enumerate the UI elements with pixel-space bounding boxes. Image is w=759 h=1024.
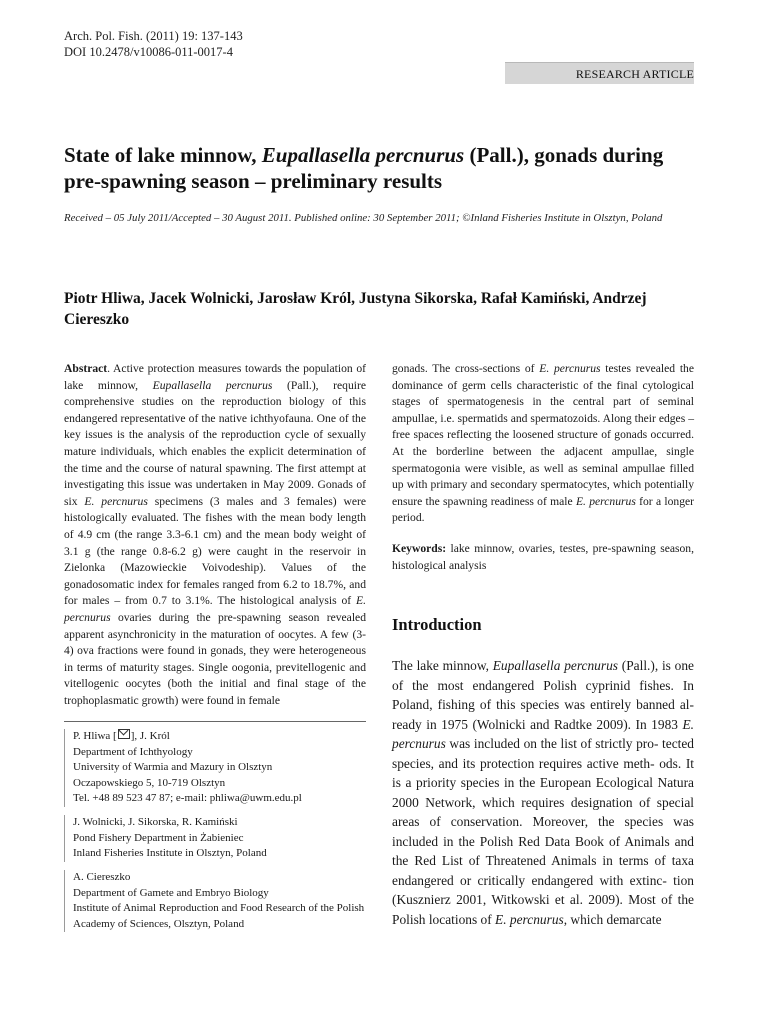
species-name: E. percnurus (495, 911, 564, 927)
keywords-text: lake minnow, ovaries, testes, pre-spawning season, histological analysis (392, 542, 694, 572)
section-heading-introduction: Introduction (392, 615, 482, 634)
title-species: Eupallasella percnurus (261, 143, 465, 167)
abstract-text: gonads. The cross-sections of (392, 362, 540, 375)
species-name: E. percnurus (84, 494, 148, 508)
body-text: , which demarcate (563, 911, 662, 927)
keywords-label: Keywords: (392, 542, 447, 555)
affiliation-line (73, 729, 373, 745)
keywords (392, 541, 694, 574)
body-text: The lake minnow, (392, 658, 493, 673)
affiliation-contact: Tel. +48 89 523 47 87; e-mail: phliwa@uwm.edu.pl (73, 792, 302, 805)
species-name: E. percnurus (539, 362, 601, 375)
abstract-text: testes revealed the dominance of germ cells characteristic of the final cytological stages of spermatogenesis in the central part of seminal ampullae, i.e. spermatids and spermatozoids. Along their edges – free spaces reflecting the loosened structure of gonads occurred. At the borderline between the adjacent ampullae, single spermatogonia were visible, as well as seminal ampullae filled up with primary and secondary spermatocytes, which potentially ensure the spawning readiness of male (392, 362, 694, 508)
affiliation-line: Academy of Sciences, Olsztyn, Poland (73, 917, 245, 930)
affiliation-line: A. Ciereszko (73, 871, 131, 883)
article-type-banner (505, 62, 694, 84)
affiliation-author: ], J. Król (130, 730, 170, 742)
species-name: E. percnurus (64, 594, 366, 624)
abstract-text: for a longer period. (392, 494, 695, 525)
abstract-left-column (64, 361, 366, 709)
affiliation-line: Pond Fishery Department in Żabieniec (73, 831, 244, 844)
affiliation-block (64, 815, 373, 862)
article-type-label: RESEARCH ARTICLE (575, 67, 694, 81)
abstract-text: ovaries during the pre-spawning season revealed apparent asynchronicity in the maturation of oocytes. A few (3-4) ova fractions were found in gonads, they were heterogeneous in terms of maturity stages. Single oogonia, previtellogenic and vitellogenic oocytes (both the initial and final stage of the trophoplasmatic growth) were found in female (64, 610, 366, 707)
affiliation-author: P. Hliwa [ (73, 730, 117, 742)
species-name: E. percnurus (575, 494, 636, 508)
doi: DOI 10.2478/v10086-011-0017-4 (64, 44, 233, 59)
footnote-divider (64, 721, 366, 722)
title-part: (Pall.), gonads during pre-spawning season – preliminary results (64, 143, 664, 193)
species-name: E. percnurus (392, 716, 694, 751)
body-text: (Pall.), is one of the most endangered Polish cyprinid fishes. In Poland, fishing of this species was entirely banned al- ready in 1975 (Wolnicki and Radtke 2009). In 1983 (392, 658, 694, 732)
affiliation-block (64, 729, 373, 807)
affiliation-line: Department of Ichthyology (73, 745, 193, 758)
mail-icon (118, 729, 130, 739)
abstract-right-column (392, 361, 694, 527)
author-list: Piotr Hliwa, Jacek Wolnicki, Jarosław Król, Justyna Sikorska, Rafał Kamiński, Andrzej Ciereszko (64, 290, 647, 328)
affiliation-line: J. Wolnicki, J. Sikorska, R. Kamiński (73, 816, 238, 828)
affiliation-line: Inland Fisheries Institute in Olsztyn, Poland (73, 847, 267, 860)
journal-info (64, 29, 243, 60)
affiliation-line: Oczapowskiego 5, 10-719 Olsztyn (73, 776, 226, 789)
affiliation-line: Department of Gamete and Embryo Biology (73, 886, 269, 899)
species-name: Eupallasella percnurus (152, 378, 273, 392)
affiliation-block (64, 870, 373, 932)
article-title (64, 142, 704, 194)
received-dates: Received – 05 July 2011/Accepted – 30 August 2011. Published online: 30 September 2011; ©Inland Fisheries Institute in Olsztyn, Poland (64, 212, 663, 224)
title-part: State of lake minnow, (64, 143, 262, 167)
species-name: Eupallasella percnurus (492, 658, 618, 673)
affiliation-line: University of Warmia and Mazury in Olsztyn (73, 761, 273, 774)
affiliation-line: Institute of Animal Reproduction and Food Research of the Polish (73, 902, 365, 915)
abstract-label: Abstract (64, 362, 108, 375)
introduction-paragraph (392, 656, 694, 929)
abstract-text: . Active protection measures towards the population of lake minnow, (64, 362, 366, 392)
abstract-text: (Pall.), require comprehensive studies on the reproduction biology of this endangered representative of the native ichthyofauna. One of the key issues is the analysis of the reproduction cycle of sexually mature individuals, which enables the explicit determination of the time and the course of natural spawning. The first attempt at investigating this issue was undertaken in May 2009. Gonads of six (64, 378, 366, 508)
abstract-text: specimens (3 males and 3 females) were histologically evaluated. The fishes with the mean body length of 4.9 cm (the range 3.3-6.1 cm) and the mean body weight of 3.1 g (the range 0.8-6.2 g) were caught in the reservoir in Zielonka (Mazowieckie Voivodeship). Values of the gonadosomatic index for females ranged from 6.2 to 18.7%, and for males – from 0.7 to 3.1%. The histological analysis of (64, 494, 366, 608)
journal-citation: Arch. Pol. Fish. (2011) 19: 137-143 (64, 29, 243, 43)
body-text: was included on the list of strictly pro- tected species, and its protection requires active meth- ods. It is a priority species in the European Ecological Natura 2000 Network, which requires designation of special areas of conservation. Moreover, the species was included in the Polish Red Data Book of Animals and the Red List of Threatened Animals in terms of taxa endangered or critically endangered with extinc- tion (Kusznierz 2001, Witkowski et al. 2009). Most of the Polish locations of (392, 736, 694, 927)
